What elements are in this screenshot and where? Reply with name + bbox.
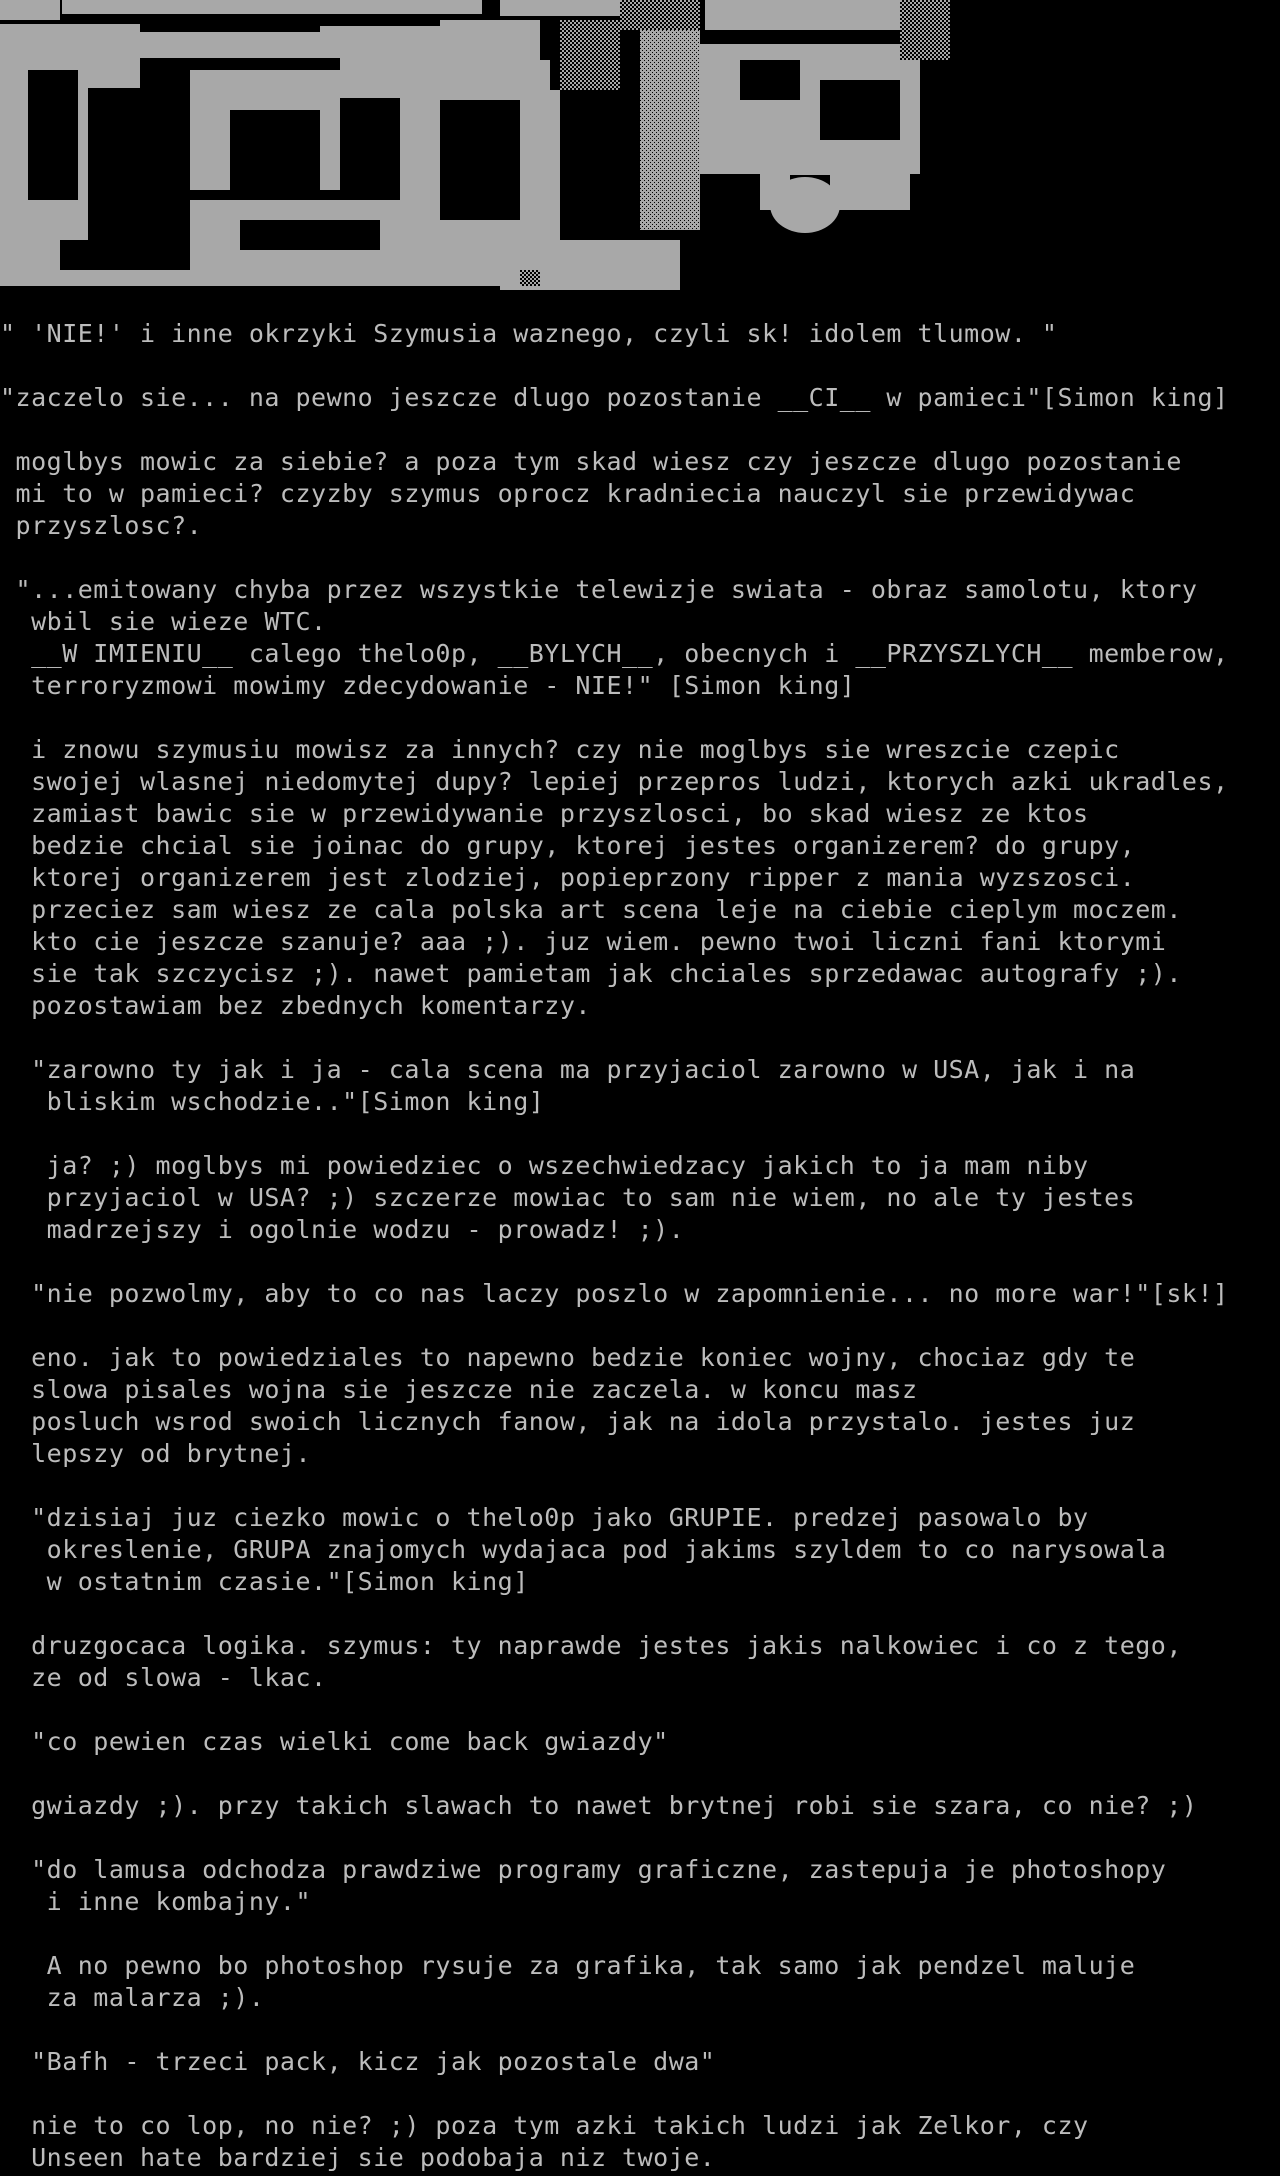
text-line: "zaczelo sie... na pewno jeszcze dlugo pozostanie __CI__ w pamieci"[Simon king]	[0, 383, 1229, 412]
text-line: i inne kombajny."	[0, 1887, 312, 1916]
text-line	[0, 542, 1280, 574]
text-line	[0, 1758, 1280, 1790]
text-line: __W IMIENIU__ calego thelo0p, __BYLYCH__, obecnych i __PRZYSZLYCH__ memberow,	[0, 639, 1229, 668]
text-line	[0, 1918, 1280, 1950]
text-line: za malarza ;).	[0, 1983, 265, 2012]
text-line: "do lamusa odchodza prawdziwe programy graficzne, zastepuja je photoshopy	[0, 1855, 1167, 1884]
text-line: eno. jak to powiedziales to napewno bedzie koniec wojny, chociaz gdy te	[0, 1343, 1136, 1372]
text-line	[0, 1022, 1280, 1054]
text-line	[0, 350, 1280, 382]
text-line	[0, 1598, 1280, 1630]
text-line: przeciez sam wiesz ze cala polska art scena leje na ciebie cieplym moczem.	[0, 895, 1182, 924]
text-line: ja? ;) moglbys mi powiedziec o wszechwiedzacy jakich to ja mam niby	[0, 1151, 1089, 1180]
text-line: gwiazdy ;). przy takich slawach to nawet brytnej robi sie szara, co nie? ;)	[0, 1791, 1198, 1820]
nfo-text	[0, 318, 1280, 2174]
text-line: lepszy od brytnej.	[0, 1439, 312, 1468]
ansi-art-logo	[0, 0, 950, 290]
text-line: terroryzmowi mowimy zdecydowanie - NIE!" [Simon king]	[0, 671, 856, 700]
text-line: bedzie chcial sie joinac do grupy, ktorej jestes organizerem? do grupy,	[0, 831, 1136, 860]
text-line: ktorej organizerem jest zlodziej, popieprzony ripper z mania wyzszosci.	[0, 863, 1136, 892]
text-line	[0, 702, 1280, 734]
text-line: sie tak szczycisz ;). nawet pamietam jak chciales sprzedawac autografy ;).	[0, 959, 1182, 988]
text-line: Unseen hate bardziej sie podobaja niz twoje.	[0, 2143, 716, 2172]
text-line: i znowu szymusiu mowisz za innych? czy nie moglbys sie wreszcie czepic	[0, 735, 1120, 764]
text-line: przyjaciol w USA? ;) szczerze mowiac to sam nie wiem, no ale ty jestes	[0, 1183, 1136, 1212]
text-line: "nie pozwolmy, aby to co nas laczy poszlo w zapomnienie... no more war!"[sk!]	[0, 1279, 1229, 1308]
text-line: mi to w pamieci? czyzby szymus oprocz kradniecia nauczyl sie przewidywac	[0, 479, 1136, 508]
text-line: pozostawiam bez zbednych komentarzy.	[0, 991, 591, 1020]
text-line: swojej wlasnej niedomytej dupy? lepiej przepros ludzi, ktorych azki ukradles,	[0, 767, 1229, 796]
text-line	[0, 1694, 1280, 1726]
text-line: druzgocaca logika. szymus: ty naprawde jestes jakis nalkowiec i co z tego,	[0, 1631, 1182, 1660]
text-line: posluch wsrod swoich licznych fanow, jak na idola przystalo. jestes juz	[0, 1407, 1136, 1436]
text-line: wbil sie wieze WTC.	[0, 607, 327, 636]
text-line: kto cie jeszcze szanuje? aaa ;). juz wiem. pewno twoi liczni fani ktorymi	[0, 927, 1167, 956]
text-line: "co pewien czas wielki come back gwiazdy"	[0, 1727, 669, 1756]
text-line: nie to co lop, no nie? ;) poza tym azki takich ludzi jak Zelkor, czy	[0, 2111, 1089, 2140]
text-line: " 'NIE!' i inne okrzyki Szymusia waznego, czyli sk! idolem tlumow. "	[0, 319, 1058, 348]
text-line: madrzejszy i ogolnie wodzu - prowadz! ;).	[0, 1215, 685, 1244]
text-line: "Bafh - trzeci pack, kicz jak pozostale dwa"	[0, 2047, 716, 2076]
text-line	[0, 1118, 1280, 1150]
text-line: "...emitowany chyba przez wszystkie telewizje swiata - obraz samolotu, ktory	[0, 575, 1198, 604]
text-line: bliskim wschodzie.."[Simon king]	[0, 1087, 545, 1116]
text-line	[0, 1310, 1280, 1342]
logo-blocks	[0, 0, 950, 290]
text-line: moglbys mowic za siebie? a poza tym skad wiesz czy jeszcze dlugo pozostanie	[0, 447, 1182, 476]
text-line: A no pewno bo photoshop rysuje za grafika, tak samo jak pendzel maluje	[0, 1951, 1136, 1980]
text-line	[0, 1246, 1280, 1278]
text-line: "dzisiaj juz ciezko mowic o thelo0p jako GRUPIE. predzej pasowalo by	[0, 1503, 1089, 1532]
text-line	[0, 1822, 1280, 1854]
text-line	[0, 2014, 1280, 2046]
text-line: w ostatnim czasie."[Simon king]	[0, 1567, 529, 1596]
text-line	[0, 414, 1280, 446]
text-line	[0, 2078, 1280, 2110]
text-line: okreslenie, GRUPA znajomych wydajaca pod jakims szyldem to co narysowala	[0, 1535, 1167, 1564]
text-line: zamiast bawic sie w przewidywanie przyszlosci, bo skad wiesz ze ktos	[0, 799, 1089, 828]
text-line: slowa pisales wojna sie jeszcze nie zaczela. w koncu masz	[0, 1375, 918, 1404]
text-line: przyszlosc?.	[0, 511, 203, 540]
text-line	[0, 1470, 1280, 1502]
text-line: ze od slowa - lkac.	[0, 1663, 327, 1692]
text-line: "zarowno ty jak i ja - cala scena ma przyjaciol zarowno w USA, jak i na	[0, 1055, 1136, 1084]
